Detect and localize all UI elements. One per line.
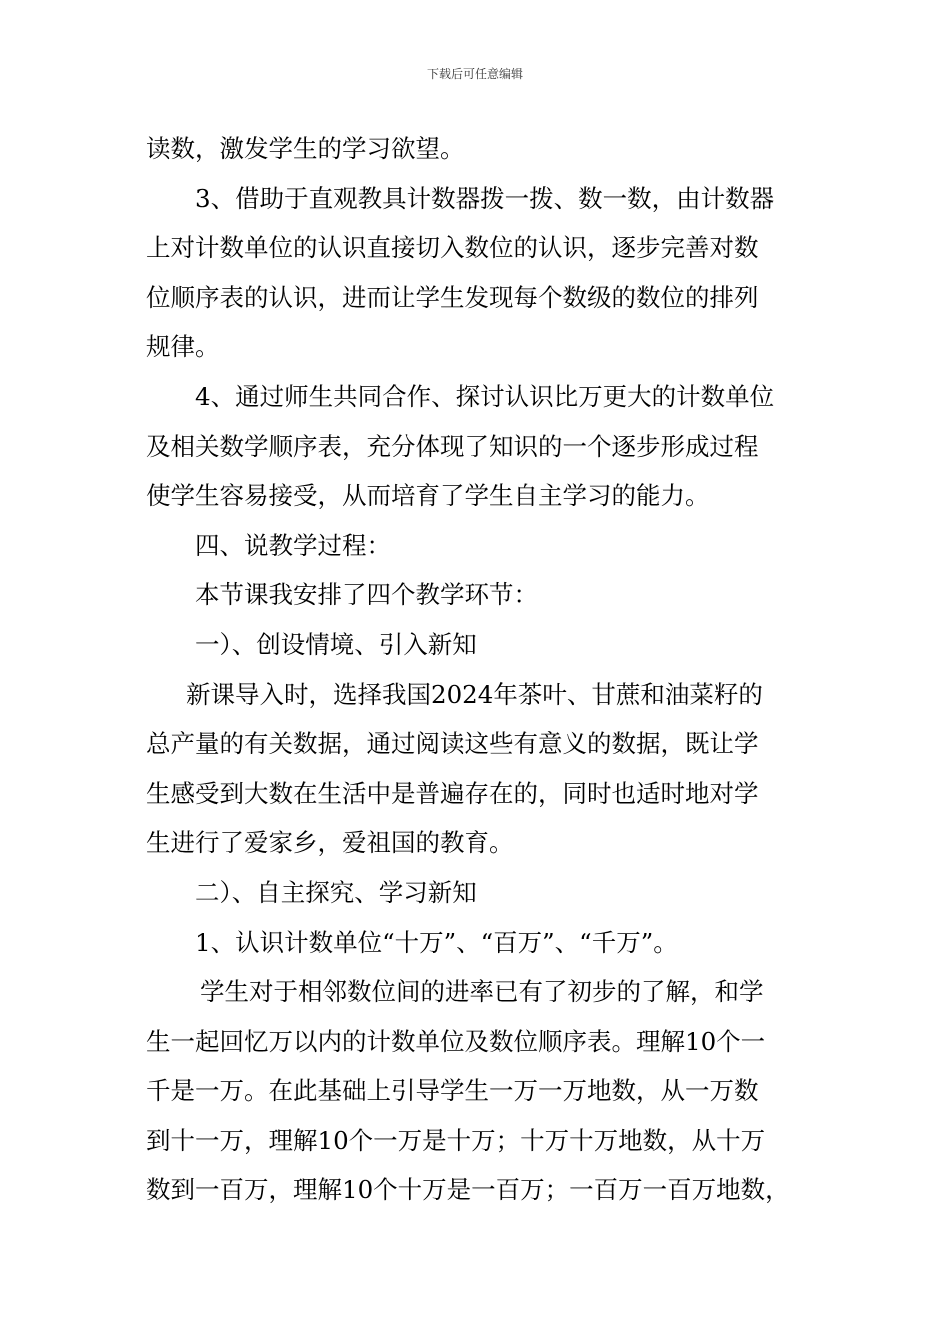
text-line: 及相关数学顺序表，充分体现了知识的一个逐步形成过程	[146, 431, 759, 461]
text-line: 本节课我安排了四个教学环节：	[195, 580, 538, 610]
text-line: 生感受到大数在生活中是普遍存在的，同时也适时地对学	[146, 778, 759, 808]
text-line: 总产量的有关数据，通过阅读这些有意义的数据，既让学	[146, 729, 759, 759]
text-line: 规律。	[146, 332, 220, 362]
text-line: 读数，激发学生的学习欲望。	[146, 134, 465, 163]
text-line: 上对计数单位的认识直接切入数位的认识，逐步完善对数	[146, 233, 759, 263]
subsection-heading: 二）、自主探究、学习新知	[195, 877, 477, 907]
text-line: 生进行了爱家乡，爱祖国的教育。	[146, 828, 514, 858]
document-body	[146, 124, 816, 1215]
text-line: 学生对于相邻数位间的进率已有了初步的了解，和学	[200, 977, 764, 1007]
text-line: 数到一百万，理解10个十万是一百万；一百万一百万地数，	[146, 1175, 790, 1205]
text-line: 1、认识计数单位“十万”、“百万”、“千万”。	[195, 927, 678, 957]
text-line: 新课导入时，选择我国2024年茶叶、甘蔗和油菜籽的	[186, 679, 763, 709]
text-line: 千是一万。在此基础上引导学生一万一万地数，从一万数	[146, 1076, 759, 1106]
page-header: 下载后可任意编辑	[426, 67, 523, 81]
text-line: 4、通过师生共同合作、探讨认识比万更大的计数单位	[195, 381, 775, 411]
text-line: 生一起回忆万以内的计数单位及数位顺序表。理解10个一	[146, 1026, 766, 1056]
section-heading: 四、说教学过程：	[195, 530, 391, 560]
subsection-heading: 一）、创设情境、引入新知	[195, 629, 477, 659]
text-line: 到十一万，理解10个一万是十万；十万十万地数，从十万	[146, 1125, 766, 1155]
text-line: 位顺序表的认识，进而让学生发现每个数级的数位的排列	[146, 282, 759, 312]
text-line: 使学生容易接受，从而培育了学生自主学习的能力。	[146, 481, 710, 511]
text-line: 3、借助于直观教具计数器拨一拨、数一数，由计数器	[195, 183, 775, 213]
